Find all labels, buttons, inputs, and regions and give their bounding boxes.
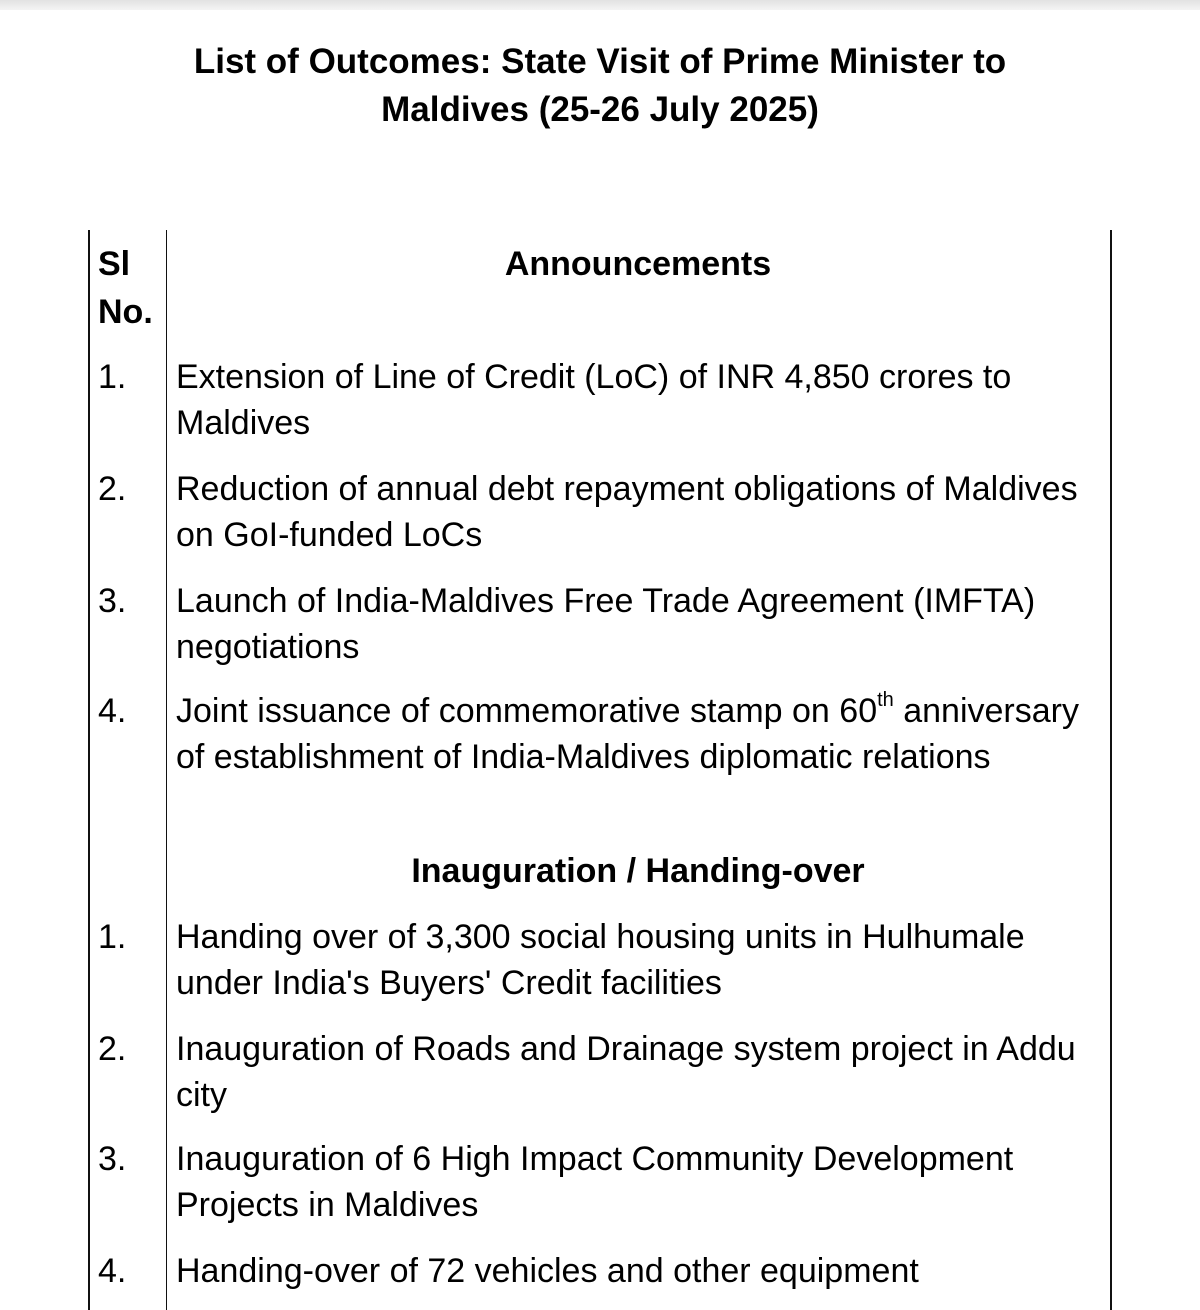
- header-announcements: Announcements: [504, 245, 772, 283]
- row-description: Handing over of 3,300 social housing units in Hulhumale under India's Buyers' Credit facilities: [176, 918, 1025, 1002]
- section-title-inauguration: Inauguration / Handing-over: [411, 852, 865, 890]
- row-description: Extension of Line of Credit (LoC) of INR 4,850 crores to Maldives: [176, 358, 1012, 442]
- title-line-2: Maldives (25-26 July 2025): [381, 90, 819, 129]
- row-sl-no: 4.: [98, 1252, 127, 1290]
- top-edge-band: [0, 0, 1200, 10]
- row-sl-no: 3.: [98, 582, 127, 620]
- row-description: Reduction of annual debt repayment obligations of Maldives on GoI-funded LoCs: [176, 470, 1078, 554]
- row-sl-no: 1.: [98, 358, 127, 396]
- row-description: Launch of India-Maldives Free Trade Agreement (IMFTA) negotiations: [176, 582, 1036, 666]
- row-sl-no: 2.: [98, 1030, 127, 1068]
- header-sl-line2: No.: [98, 293, 153, 331]
- row-text-part: Joint issuance of commemorative stamp on 60: [176, 692, 878, 730]
- ordinal-superscript: th: [877, 688, 894, 711]
- row-sl-no: 4.: [98, 692, 127, 730]
- outcomes-table: [88, 230, 1112, 1310]
- header-sl-line1: Sl: [98, 245, 131, 283]
- row-description: Inauguration of Roads and Drainage system project in Addu city: [176, 1030, 1076, 1114]
- row-description: Inauguration of 6 High Impact Community Development Projects in Maldives: [176, 1140, 1014, 1224]
- column-divider: [166, 230, 167, 1310]
- row-sl-no: 1.: [98, 918, 127, 956]
- row-description: [176, 688, 1101, 780]
- row-description: Handing-over of 72 vehicles and other equipment: [176, 1252, 919, 1290]
- row-text-part: anniversary of establishment of India-Maldives diplomatic relations: [176, 692, 1079, 776]
- row-sl-no: 2.: [98, 470, 127, 508]
- row-sl-no: 3.: [98, 1140, 127, 1178]
- title-line-1: List of Outcomes: State Visit of Prime Minister to: [193, 42, 1007, 81]
- document-title: [0, 38, 1200, 134]
- header-sl-no: [98, 240, 166, 336]
